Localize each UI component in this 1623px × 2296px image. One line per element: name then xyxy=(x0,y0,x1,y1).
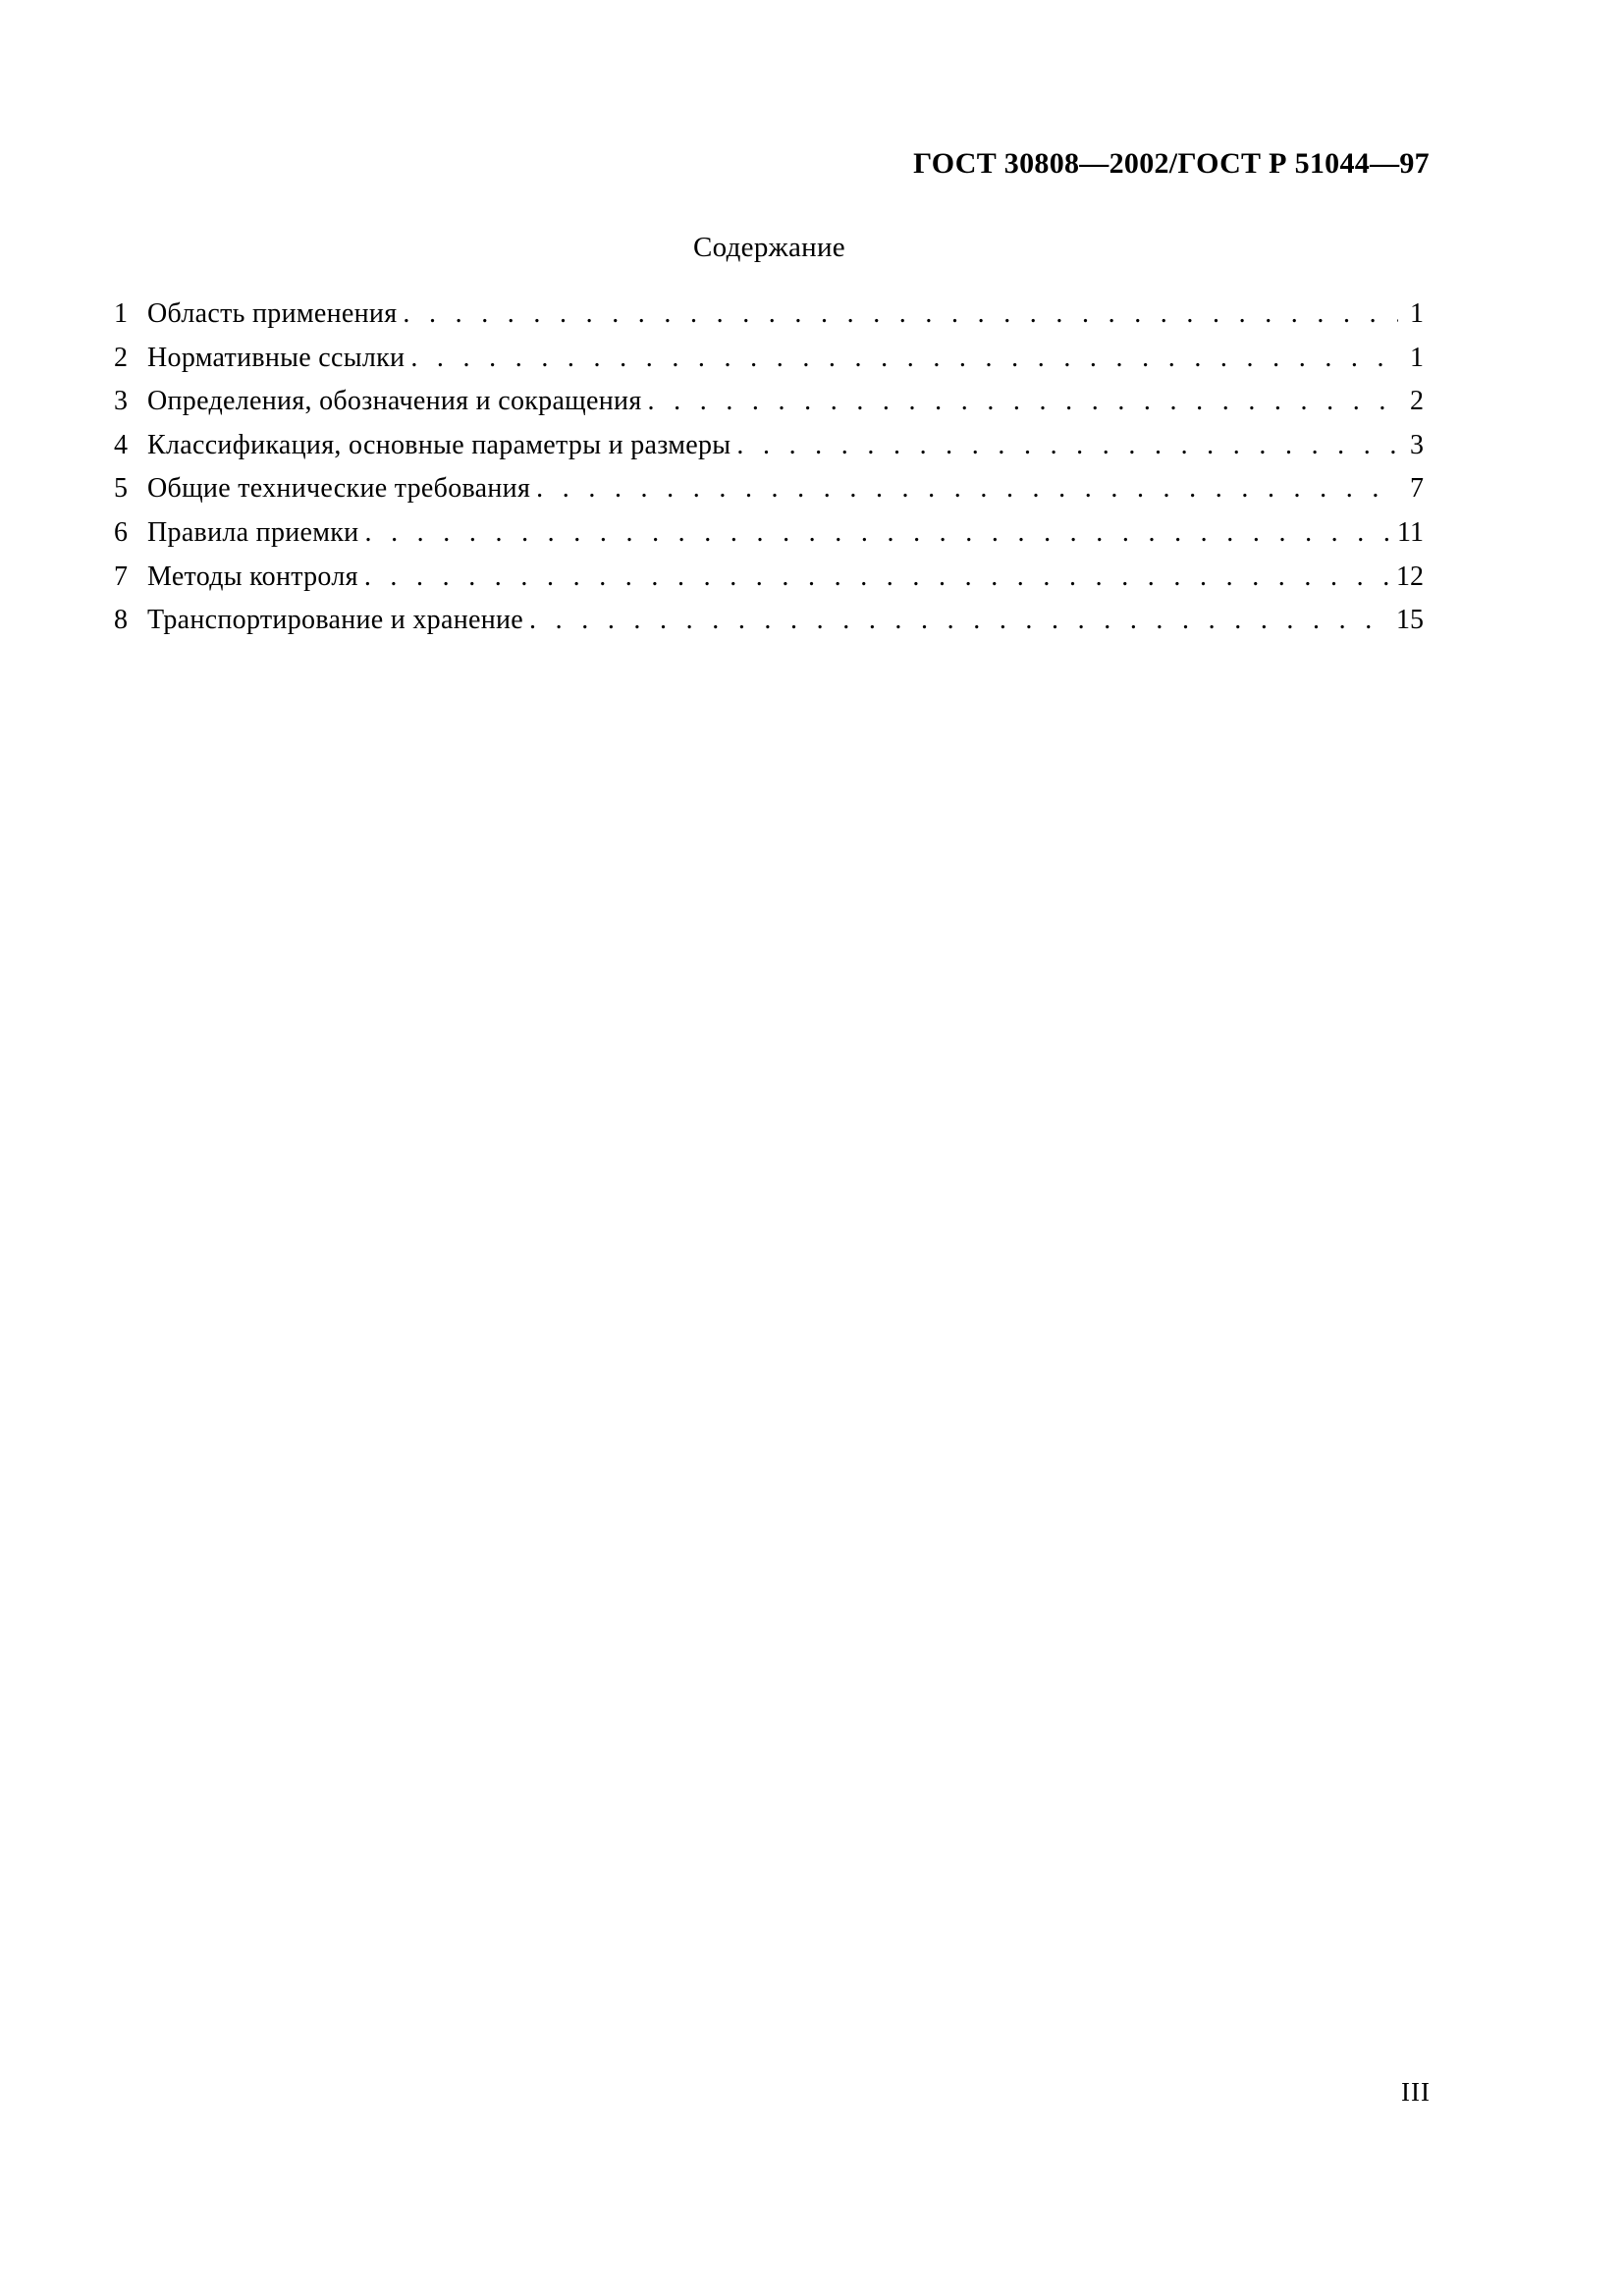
toc-entry-number: 8 xyxy=(114,605,128,636)
toc-entry-page: 2 xyxy=(1410,386,1424,417)
toc-entry[interactable] xyxy=(114,467,1424,511)
toc-entry-page: 1 xyxy=(1410,298,1424,329)
toc-entry[interactable] xyxy=(114,337,1424,381)
dot-leader xyxy=(403,293,1398,337)
toc-entry-number: 5 xyxy=(114,473,128,505)
toc-entry[interactable] xyxy=(114,599,1424,643)
toc-entry-number: 1 xyxy=(114,298,128,329)
toc-entry-page: 1 xyxy=(1410,342,1424,373)
dot-leader xyxy=(648,380,1398,424)
toc-entry-number: 7 xyxy=(114,561,128,592)
toc-entry-label: Правила приемки xyxy=(147,516,359,548)
toc-entry[interactable] xyxy=(114,293,1424,337)
toc-entry-number: 4 xyxy=(114,429,128,460)
dot-leader xyxy=(364,556,1390,600)
toc-entry[interactable] xyxy=(114,380,1424,424)
toc-title: Содержание xyxy=(693,232,845,263)
toc-entry[interactable] xyxy=(114,556,1424,600)
toc-entry-label: Общие технические требования xyxy=(147,473,531,505)
dot-leader xyxy=(536,467,1398,511)
dot-leader xyxy=(736,424,1398,468)
toc-entry-page: 12 xyxy=(1396,561,1424,592)
toc-entry-label: Определения, обозначения и сокращения xyxy=(147,386,642,417)
toc-entry-label: Методы контроля xyxy=(147,561,358,592)
dot-leader xyxy=(410,337,1398,381)
dot-leader xyxy=(364,511,1391,556)
toc-entry-label: Нормативные ссылки xyxy=(147,342,406,373)
toc-entry-page: 7 xyxy=(1410,473,1424,505)
table-of-contents xyxy=(114,293,1424,643)
toc-entry-label: Классификация, основные параметры и размеры xyxy=(147,429,731,460)
toc-entry-page: 3 xyxy=(1410,429,1424,460)
toc-entry-label: Область применения xyxy=(147,298,398,329)
toc-entry-number: 3 xyxy=(114,386,128,417)
toc-entry[interactable] xyxy=(114,511,1424,556)
dot-leader xyxy=(529,599,1390,643)
page-number: III xyxy=(1401,2077,1431,2107)
document-designation: ГОСТ 30808—2002/ГОСТ Р 51044—97 xyxy=(913,147,1430,180)
toc-entry[interactable] xyxy=(114,424,1424,468)
toc-entry-label: Транспортирование и хранение xyxy=(147,605,524,636)
toc-entry-page: 11 xyxy=(1397,516,1424,548)
toc-entry-page: 15 xyxy=(1396,605,1424,636)
toc-entry-number: 2 xyxy=(114,342,128,373)
toc-entry-number: 6 xyxy=(114,516,128,548)
